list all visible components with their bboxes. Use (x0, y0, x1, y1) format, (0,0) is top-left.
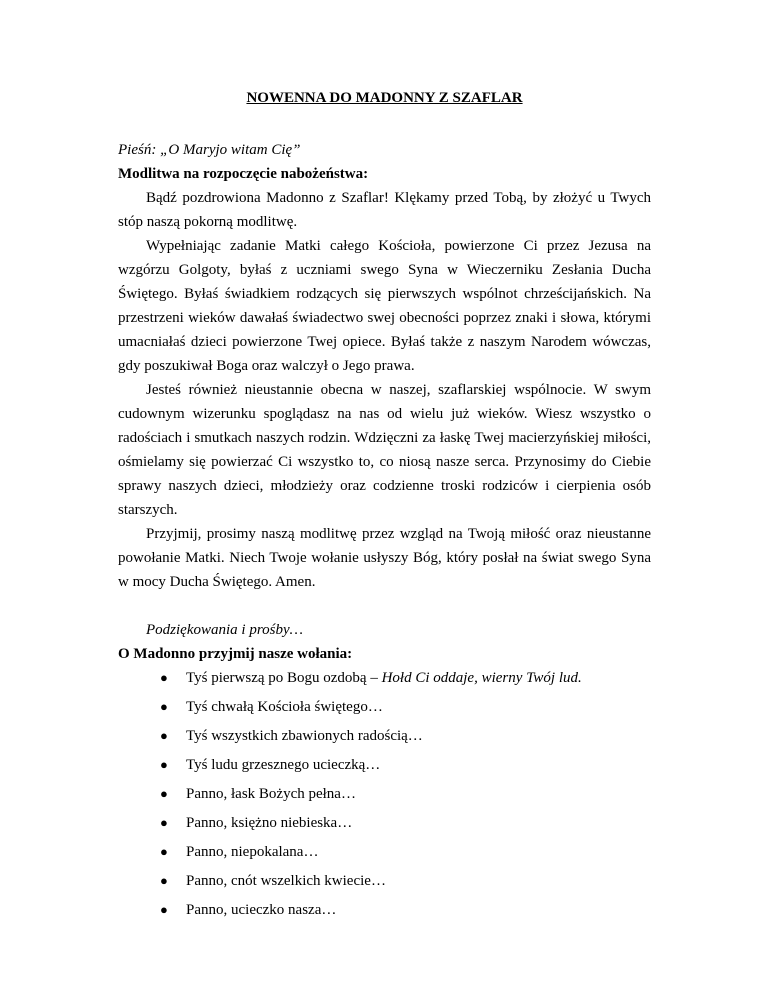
list-item (118, 695, 651, 724)
list-item (118, 840, 651, 869)
litany-invocation: Tyś ludu grzesznego ucieczką… (186, 757, 381, 773)
bullet-icon: ● (160, 786, 168, 801)
list-item (118, 666, 651, 695)
prayer-paragraph-3: Jesteś również nieustannie obecna w naszej, szaflarskiej wspólnocie. W swym cudownym wizerunku spoglądasz na nas od wielu już wieków. Wiesz wszystko o radościach i smutkach naszych rodzin. Wdzięczni za łaskę Twej macierzyńskiej miłości, ośmielamy się powierzać Ci wszystko to, co niosą nasze serca. Przynosimy do Ciebie sprawy naszych dzieci, młodzieży oraz codzienne troski rodziców i cierpienia osób starszych. (118, 382, 651, 518)
litany-invocation: Tyś pierwszą po Bogu ozdobą – (186, 670, 382, 686)
litany-invocation: Panno, ucieczko nasza… (186, 902, 337, 918)
document-title: NOWENNA DO MADONNY Z SZAFLAR (246, 90, 523, 106)
litany-heading: O Madonno przyjmij nasze wołania: (118, 646, 353, 662)
bullet-icon: ● (160, 815, 168, 830)
thanks-line: Podziękowania i prośby… (146, 622, 303, 638)
bullet-icon: ● (160, 902, 168, 917)
litany-list (118, 666, 651, 927)
bullet-icon: ● (160, 699, 168, 714)
litany-invocation: Tyś chwałą Kościoła świętego… (186, 699, 383, 715)
litany-invocation: Panno, niepokalana… (186, 844, 319, 860)
litany-response: Hołd Ci oddaje, wierny Twój lud. (381, 670, 582, 686)
bullet-icon: ● (160, 670, 168, 685)
list-item (118, 898, 651, 927)
list-item (118, 724, 651, 753)
bullet-icon: ● (160, 757, 168, 772)
litany-invocation: Panno, łask Bożych pełna… (186, 786, 356, 802)
document-body (118, 138, 651, 927)
litany-invocation: Panno, cnót wszelkich kwiecie… (186, 873, 386, 889)
prayer-paragraph-1: Bądź pozdrowiona Madonno z Szaflar! Klękamy przed Tobą, by złożyć u Twych stóp naszą pokorną modlitwę. (118, 190, 651, 230)
prayer-paragraph-2: Wypełniając zadanie Matki całego Kościoła, powierzone Ci przez Jezusa na wzgórzu Golgoty, byłaś z uczniami swego Syna w Wieczerniku Zesłania Ducha Świętego. Byłaś świadkiem rodzących się pierwszych wspólnot chrześcijańskich. Na przestrzeni wieków dawałaś świadectwo swej obecności poprzez znaki i słowa, którymi umacniałaś dzieci powierzone Twej opiece. Byłaś także z naszym Narodem wówczas, gdy poszukiwał Boga oraz walczył o Jego prawa. (118, 238, 651, 374)
bullet-icon: ● (160, 873, 168, 888)
blank-line (118, 594, 651, 618)
prayer-paragraph-4: Przyjmij, prosimy naszą modlitwę przez wzgląd na Twoją miłość oraz nieustanne powołanie Matki. Niech Twoje wołanie usłyszy Bóg, który posłał na świat swego Syna w mocy Ducha Świętego. Amen. (118, 526, 651, 590)
song-line: Pieśń: „O Maryjo witam Cię” (118, 142, 301, 158)
litany-invocation: Panno, księżno niebieska… (186, 815, 353, 831)
list-item (118, 811, 651, 840)
list-item (118, 753, 651, 782)
litany-invocation: Tyś wszystkich zbawionych radością… (186, 728, 423, 744)
list-item (118, 782, 651, 811)
opening-heading: Modlitwa na rozpoczęcie nabożeństwa: (118, 166, 369, 182)
list-item (118, 869, 651, 898)
bullet-icon: ● (160, 844, 168, 859)
bullet-icon: ● (160, 728, 168, 743)
